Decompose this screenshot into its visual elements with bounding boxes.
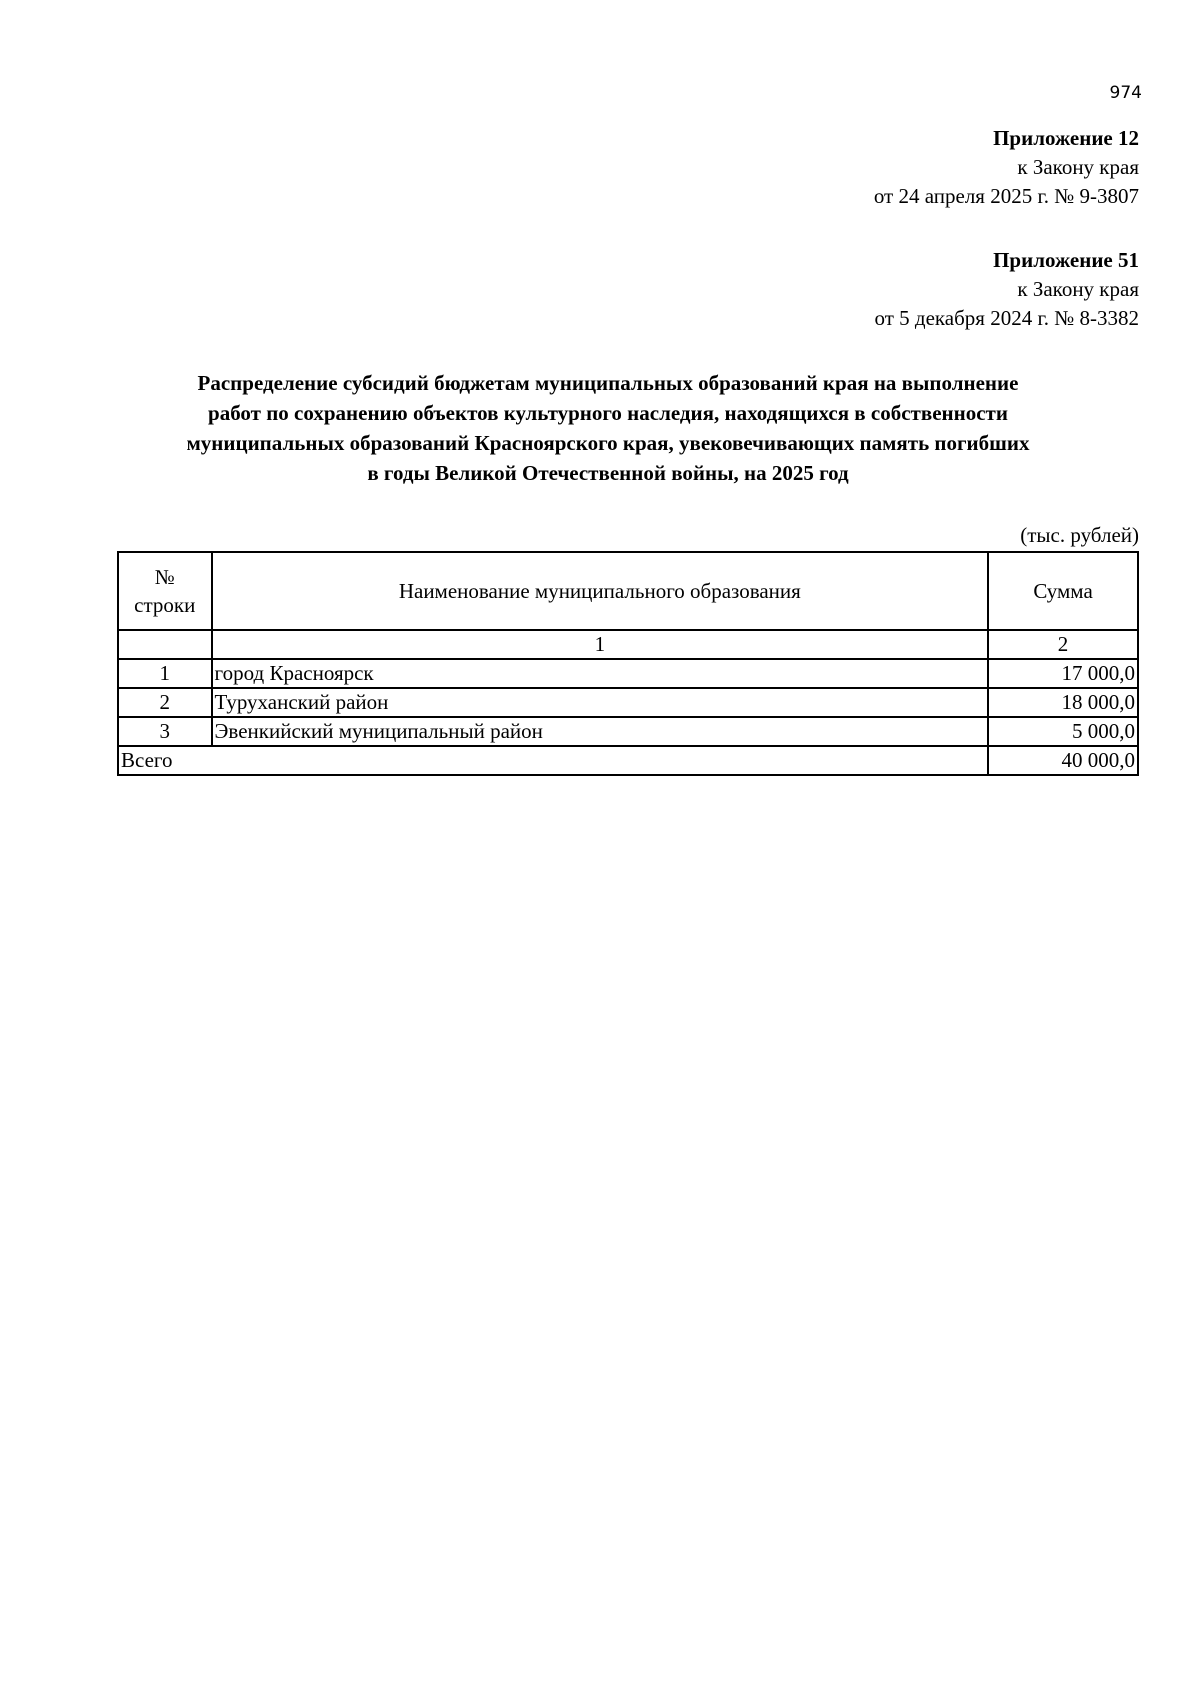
total-sum: 40 000,0 [988,746,1138,775]
allocation-table [117,551,1139,776]
document-title [120,368,1096,488]
appendix-date: от 5 декабря 2024 г. № 8-3382 [874,306,1139,330]
municipality-name: город Красноярск [212,659,989,688]
row-number: 1 [118,659,212,688]
table-row [118,659,1138,688]
table-header-row [118,552,1138,630]
header-sum: Сумма [988,552,1138,630]
title-line: Распределение субсидий бюджетам муниципальных образований края на выполнение [197,371,1019,395]
total-label: Всего [118,746,988,775]
total-row [118,746,1138,775]
table-row [118,688,1138,717]
appendix-law-ref: к Закону края [1017,155,1139,179]
municipality-name: Эвенкийский муниципальный район [212,717,989,746]
row-number: 2 [118,688,212,717]
municipality-name: Туруханский район [212,688,989,717]
title-line: муниципальных образований Красноярского края, увековечивающих память погибших [186,431,1030,455]
title-line: работ по сохранению объектов культурного наследия, находящихся в собственности [208,401,1008,425]
units-label: (тыс. рублей) [1020,523,1139,547]
row-sum: 5 000,0 [988,717,1138,746]
title-line: в годы Великой Отечественной войны, на 2025 год [367,461,849,485]
appendix-header-51 [875,246,1139,333]
appendix-title: Приложение 12 [993,126,1139,150]
header-row-number [118,552,212,630]
column-number-empty [118,630,212,659]
row-sum: 17 000,0 [988,659,1138,688]
row-number: 3 [118,717,212,746]
appendix-law-ref: к Закону края [1017,277,1139,301]
table-row [118,717,1138,746]
column-number-row [118,630,1138,659]
header-num-symbol: № [154,565,175,589]
appendix-date: от 24 апреля 2025 г. № 9-3807 [873,184,1139,208]
row-sum: 18 000,0 [988,688,1138,717]
header-municipality-name: Наименование муниципального образования [212,552,989,630]
header-num-label: строки [134,593,196,617]
column-number-name: 1 [212,630,989,659]
page-number: 974 [1109,83,1142,103]
appendix-header-12 [874,124,1139,211]
appendix-title: Приложение 51 [993,248,1139,272]
column-number-sum: 2 [988,630,1138,659]
